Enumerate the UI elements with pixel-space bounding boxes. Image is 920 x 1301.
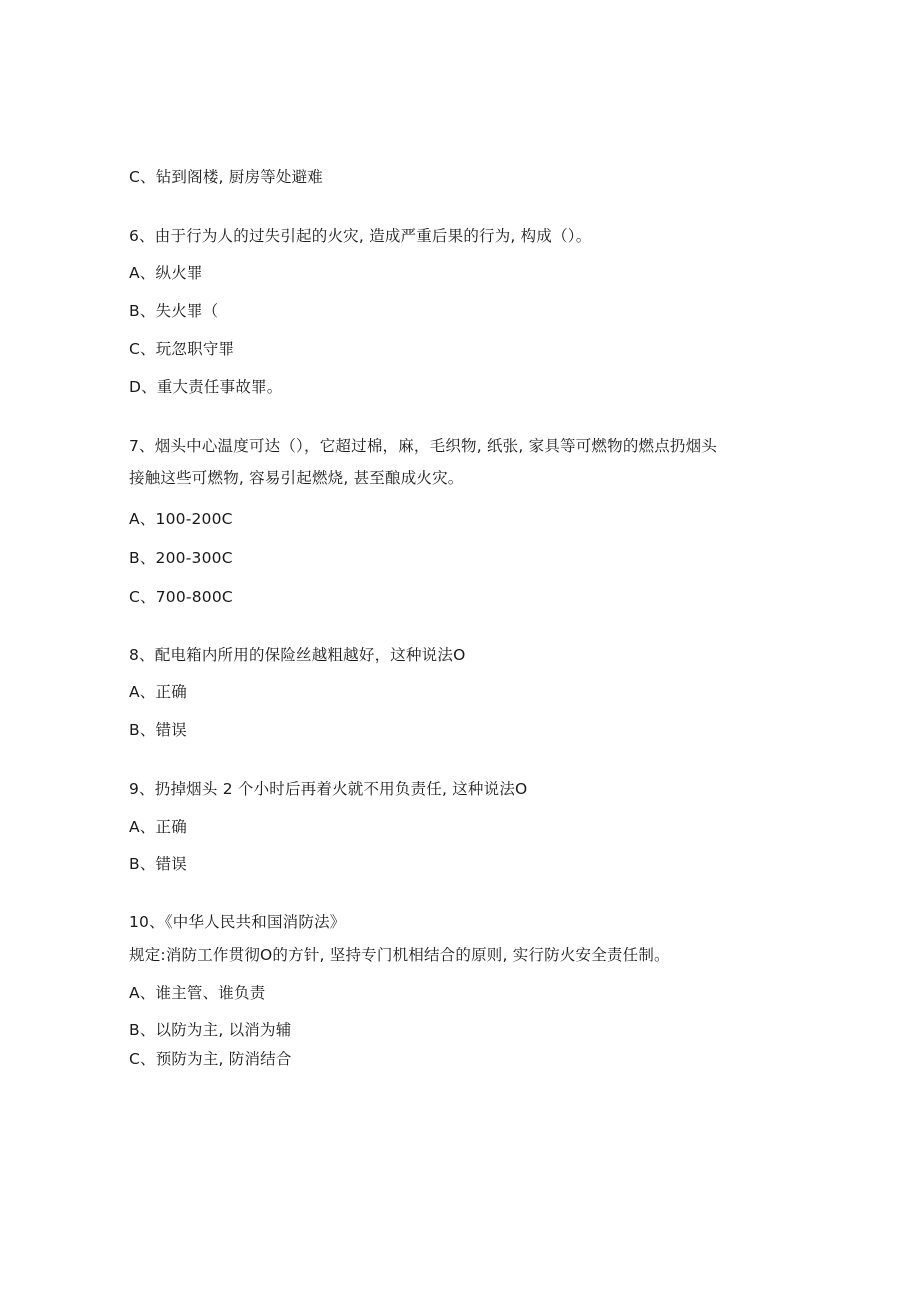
- option-6a: A、纵火罪: [129, 264, 203, 282]
- question-9: 9、扔掉烟头 2 个小时后再着火就不用负责任, 这种说法O: [129, 780, 528, 798]
- question-6: 6、由于行为人的过失引起的火灾, 造成严重后果的行为, 构成（）。: [129, 227, 592, 245]
- option-6c: C、玩忽职守罪: [129, 340, 235, 358]
- option-7c: C、700-800C: [129, 588, 233, 606]
- question-7-line-1: 7、烟头中心温度可达（），它超过棉，麻，毛织物, 纸张, 家具等可燃物的燃点扔烟头: [129, 437, 718, 455]
- option-5c: C、钻到阁楼, 厨房等处避难: [129, 168, 323, 186]
- option-8b: B、错误: [129, 721, 187, 739]
- option-8a: A、正确: [129, 683, 187, 701]
- option-10c: C、预防为主, 防消结合: [129, 1050, 292, 1068]
- option-7a: A、100-200C: [129, 510, 233, 528]
- option-10b: B、以防为主, 以消为辅: [129, 1021, 292, 1039]
- question-8: 8、配电箱内所用的保险丝越粗越好，这种说法O: [129, 646, 466, 664]
- option-9a: A、正确: [129, 818, 187, 836]
- question-10-line-1: 10、《中华人民共和国消防法》: [129, 913, 346, 931]
- option-6b: B、失火罪（: [129, 302, 219, 320]
- option-10a: A、谁主管、谁负责: [129, 984, 266, 1002]
- question-7-line-2: 接触这些可燃物, 容易引起燃烧, 甚至酿成火灾。: [129, 469, 464, 487]
- option-9b: B、错误: [129, 855, 187, 873]
- option-7b: B、200-300C: [129, 549, 233, 567]
- question-10-line-2: 规定:消防工作贯彻O的方针, 坚持专门机相结合的原则, 实行防火安全责任制。: [129, 946, 670, 964]
- option-6d: D、重大责任事故罪。: [129, 378, 283, 396]
